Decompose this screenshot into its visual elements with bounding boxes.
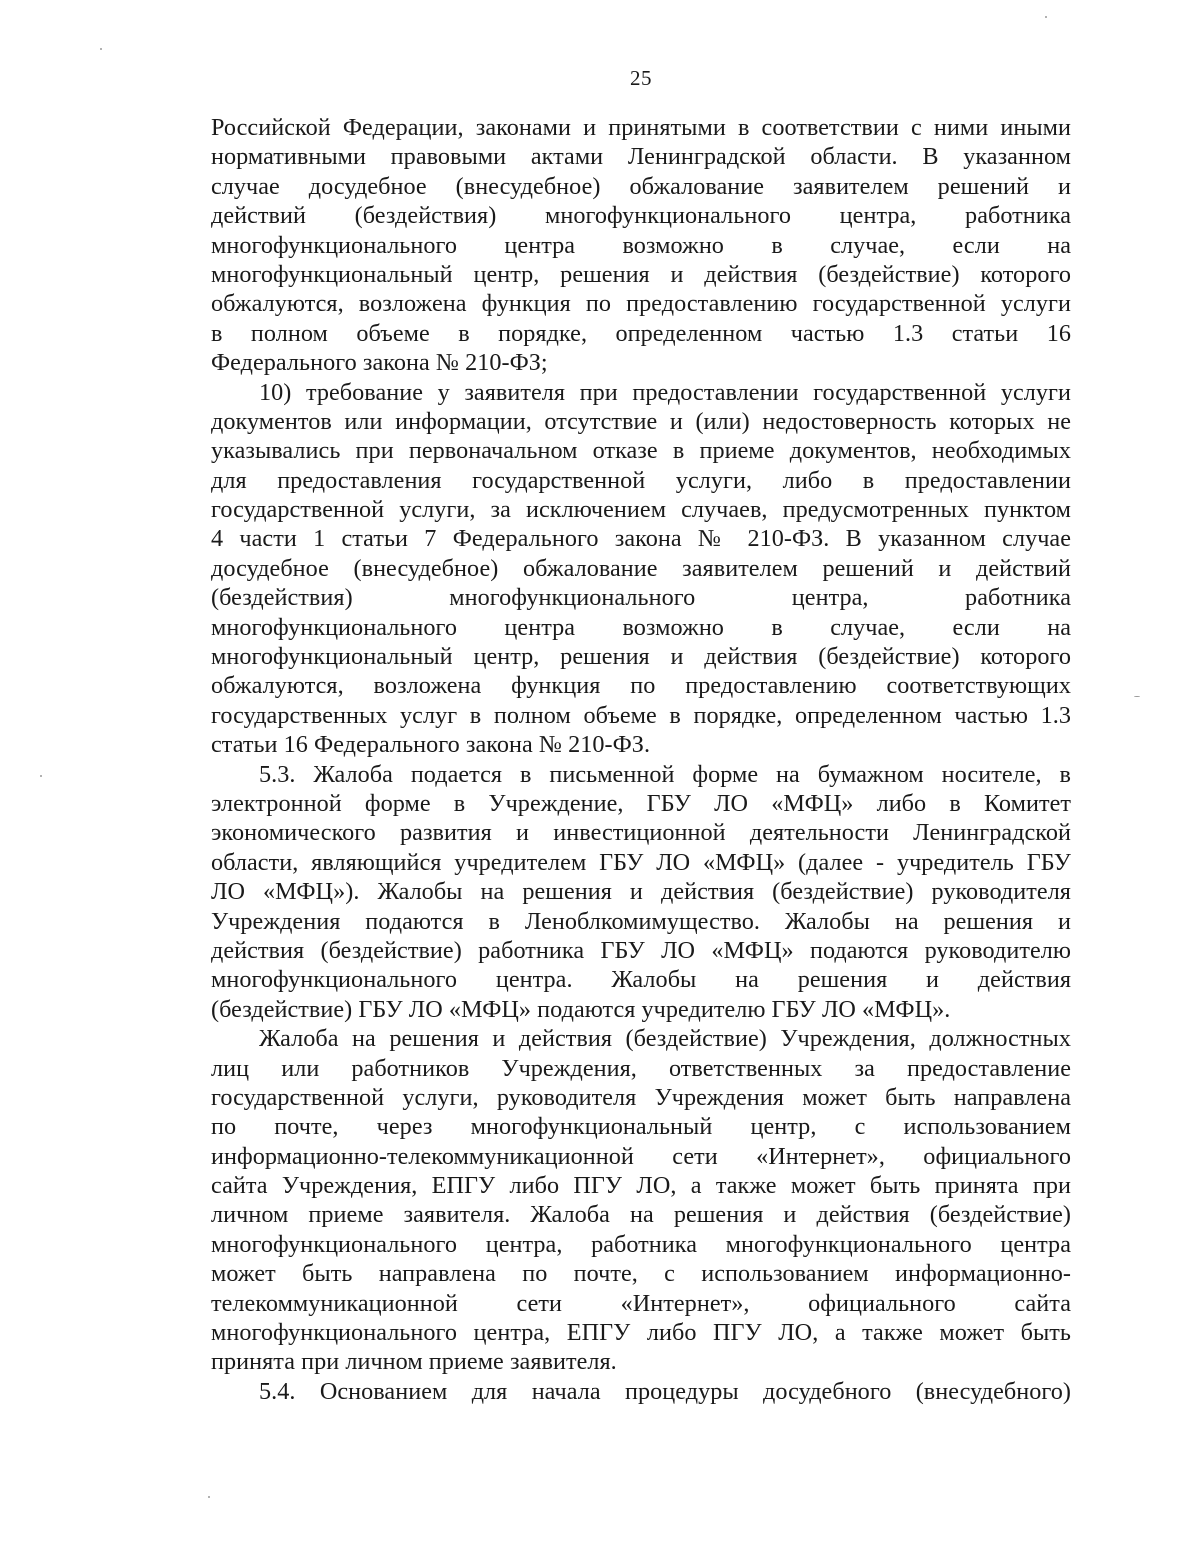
scan-speck <box>1134 696 1140 697</box>
text-line: информационно-телекоммуникационной сети «Интернет», официального <box>211 1142 1071 1170</box>
text-line: Федерального закона № 210-ФЗ; <box>211 349 548 377</box>
text-line: многофункционального центра, ЕПГУ либо ПГУ ЛО, а также может быть <box>211 1319 1071 1347</box>
text-line: досудебное (внесудебное) обжалование заявителем решений и действий <box>211 554 1071 582</box>
text-line: многофункционального центра возможно в случае, если на <box>211 613 1071 641</box>
text-line: электронной форме в Учреждение, ГБУ ЛО «МФЦ» либо в Комитет <box>211 789 1071 817</box>
text-line: указывались при первоначальном отказе в приеме документов, необходимых <box>211 437 1071 465</box>
text-line: многофункционального центра. Жалобы на решения и действия <box>211 966 1071 994</box>
text-line: для предоставления государственной услуги, либо в предоставлении <box>211 466 1071 494</box>
scan-speck <box>1045 16 1047 18</box>
text-line: статьи 16 Федерального закона № 210-ФЗ. <box>211 731 651 759</box>
text-line: документов или информации, отсутствие и (или) недостоверность которых не <box>211 407 1071 435</box>
document-body <box>211 113 1071 1406</box>
text-line: 5.4. Основанием для начала процедуры досудебного (внесудебного) <box>259 1377 1071 1405</box>
text-line: государственных услуг в полном объеме в порядке, определенном частью 1.3 <box>211 701 1071 729</box>
text-line: государственной услуги, руководителя Учреждения может быть направлена <box>211 1083 1071 1111</box>
text-line: лиц или работников Учреждения, ответственных за предоставление <box>211 1054 1071 1082</box>
text-line: (бездействия) многофункционального центра, работника <box>211 584 1071 612</box>
text-line: обжалуются, возложена функция по предоставлению государственной услуги <box>211 290 1071 318</box>
text-line: обжалуются, возложена функция по предоставлению соответствующих <box>211 672 1071 700</box>
text-line: многофункционального центра, работника многофункционального центра <box>211 1230 1071 1258</box>
scan-speck <box>100 48 102 50</box>
text-line: может быть направлена по почте, с использованием информационно- <box>211 1260 1071 1288</box>
text-line: личном приеме заявителя. Жалоба на решения и действия (бездействие) <box>211 1201 1071 1229</box>
text-line: 10) требование у заявителя при предоставлении государственной услуги <box>259 378 1071 406</box>
text-line: в полном объеме в порядке, определенном частью 1.3 статьи 16 <box>211 319 1071 347</box>
text-line: области, являющийся учредителем ГБУ ЛО «МФЦ» (далее - учредитель ГБУ <box>211 848 1071 876</box>
text-line: Учреждения подаются в Леноблкомимущество. Жалобы на решения и <box>211 907 1071 935</box>
text-line: 5.3. Жалоба подается в письменной форме на бумажном носителе, в <box>259 760 1071 788</box>
text-line: телекоммуникационной сети «Интернет», официального сайта <box>211 1289 1071 1317</box>
text-line: Российской Федерации, законами и принятыми в соответствии с ними иными <box>211 114 1071 141</box>
text-line: многофункциональный центр, решения и действия (бездействие) которого <box>211 260 1071 288</box>
text-line: многофункциональный центр, решения и действия (бездействие) которого <box>211 643 1071 671</box>
text-line: действий (бездействия) многофункционального центра, работника <box>211 202 1071 230</box>
page-number: 25 <box>630 66 652 90</box>
text-line: (бездействие) ГБУ ЛО «МФЦ» подаются учредителю ГБУ ЛО «МФЦ». <box>211 995 951 1023</box>
text-line: 4 части 1 статьи 7 Федерального закона № 210-ФЗ. В указанном случае <box>211 525 1071 553</box>
text-line: случае досудебное (внесудебное) обжалование заявителем решений и <box>211 172 1071 200</box>
scan-speck <box>40 775 42 777</box>
text-line: Жалоба на решения и действия (бездействие) Учреждения, должностных <box>259 1025 1071 1053</box>
text-line: сайта Учреждения, ЕПГУ либо ПГУ ЛО, а также может быть принята при <box>211 1172 1071 1200</box>
text-line: государственной услуги, за исключением случаев, предусмотренных пунктом <box>211 496 1071 524</box>
text-line: ЛО «МФЦ»). Жалобы на решения и действия (бездействие) руководителя <box>211 878 1071 906</box>
text-line: принята при личном приеме заявителя. <box>211 1348 617 1376</box>
text-line: многофункционального центра возможно в случае, если на <box>211 231 1071 259</box>
scan-speck <box>208 1496 210 1498</box>
text-line: по почте, через многофункциональный центр, с использованием <box>211 1113 1071 1141</box>
text-line: нормативными правовыми актами Ленинградской области. В указанном <box>211 143 1071 171</box>
text-line: экономического развития и инвестиционной деятельности Ленинградской <box>211 819 1071 847</box>
text-line: действия (бездействие) работника ГБУ ЛО «МФЦ» подаются руководителю <box>211 936 1071 964</box>
